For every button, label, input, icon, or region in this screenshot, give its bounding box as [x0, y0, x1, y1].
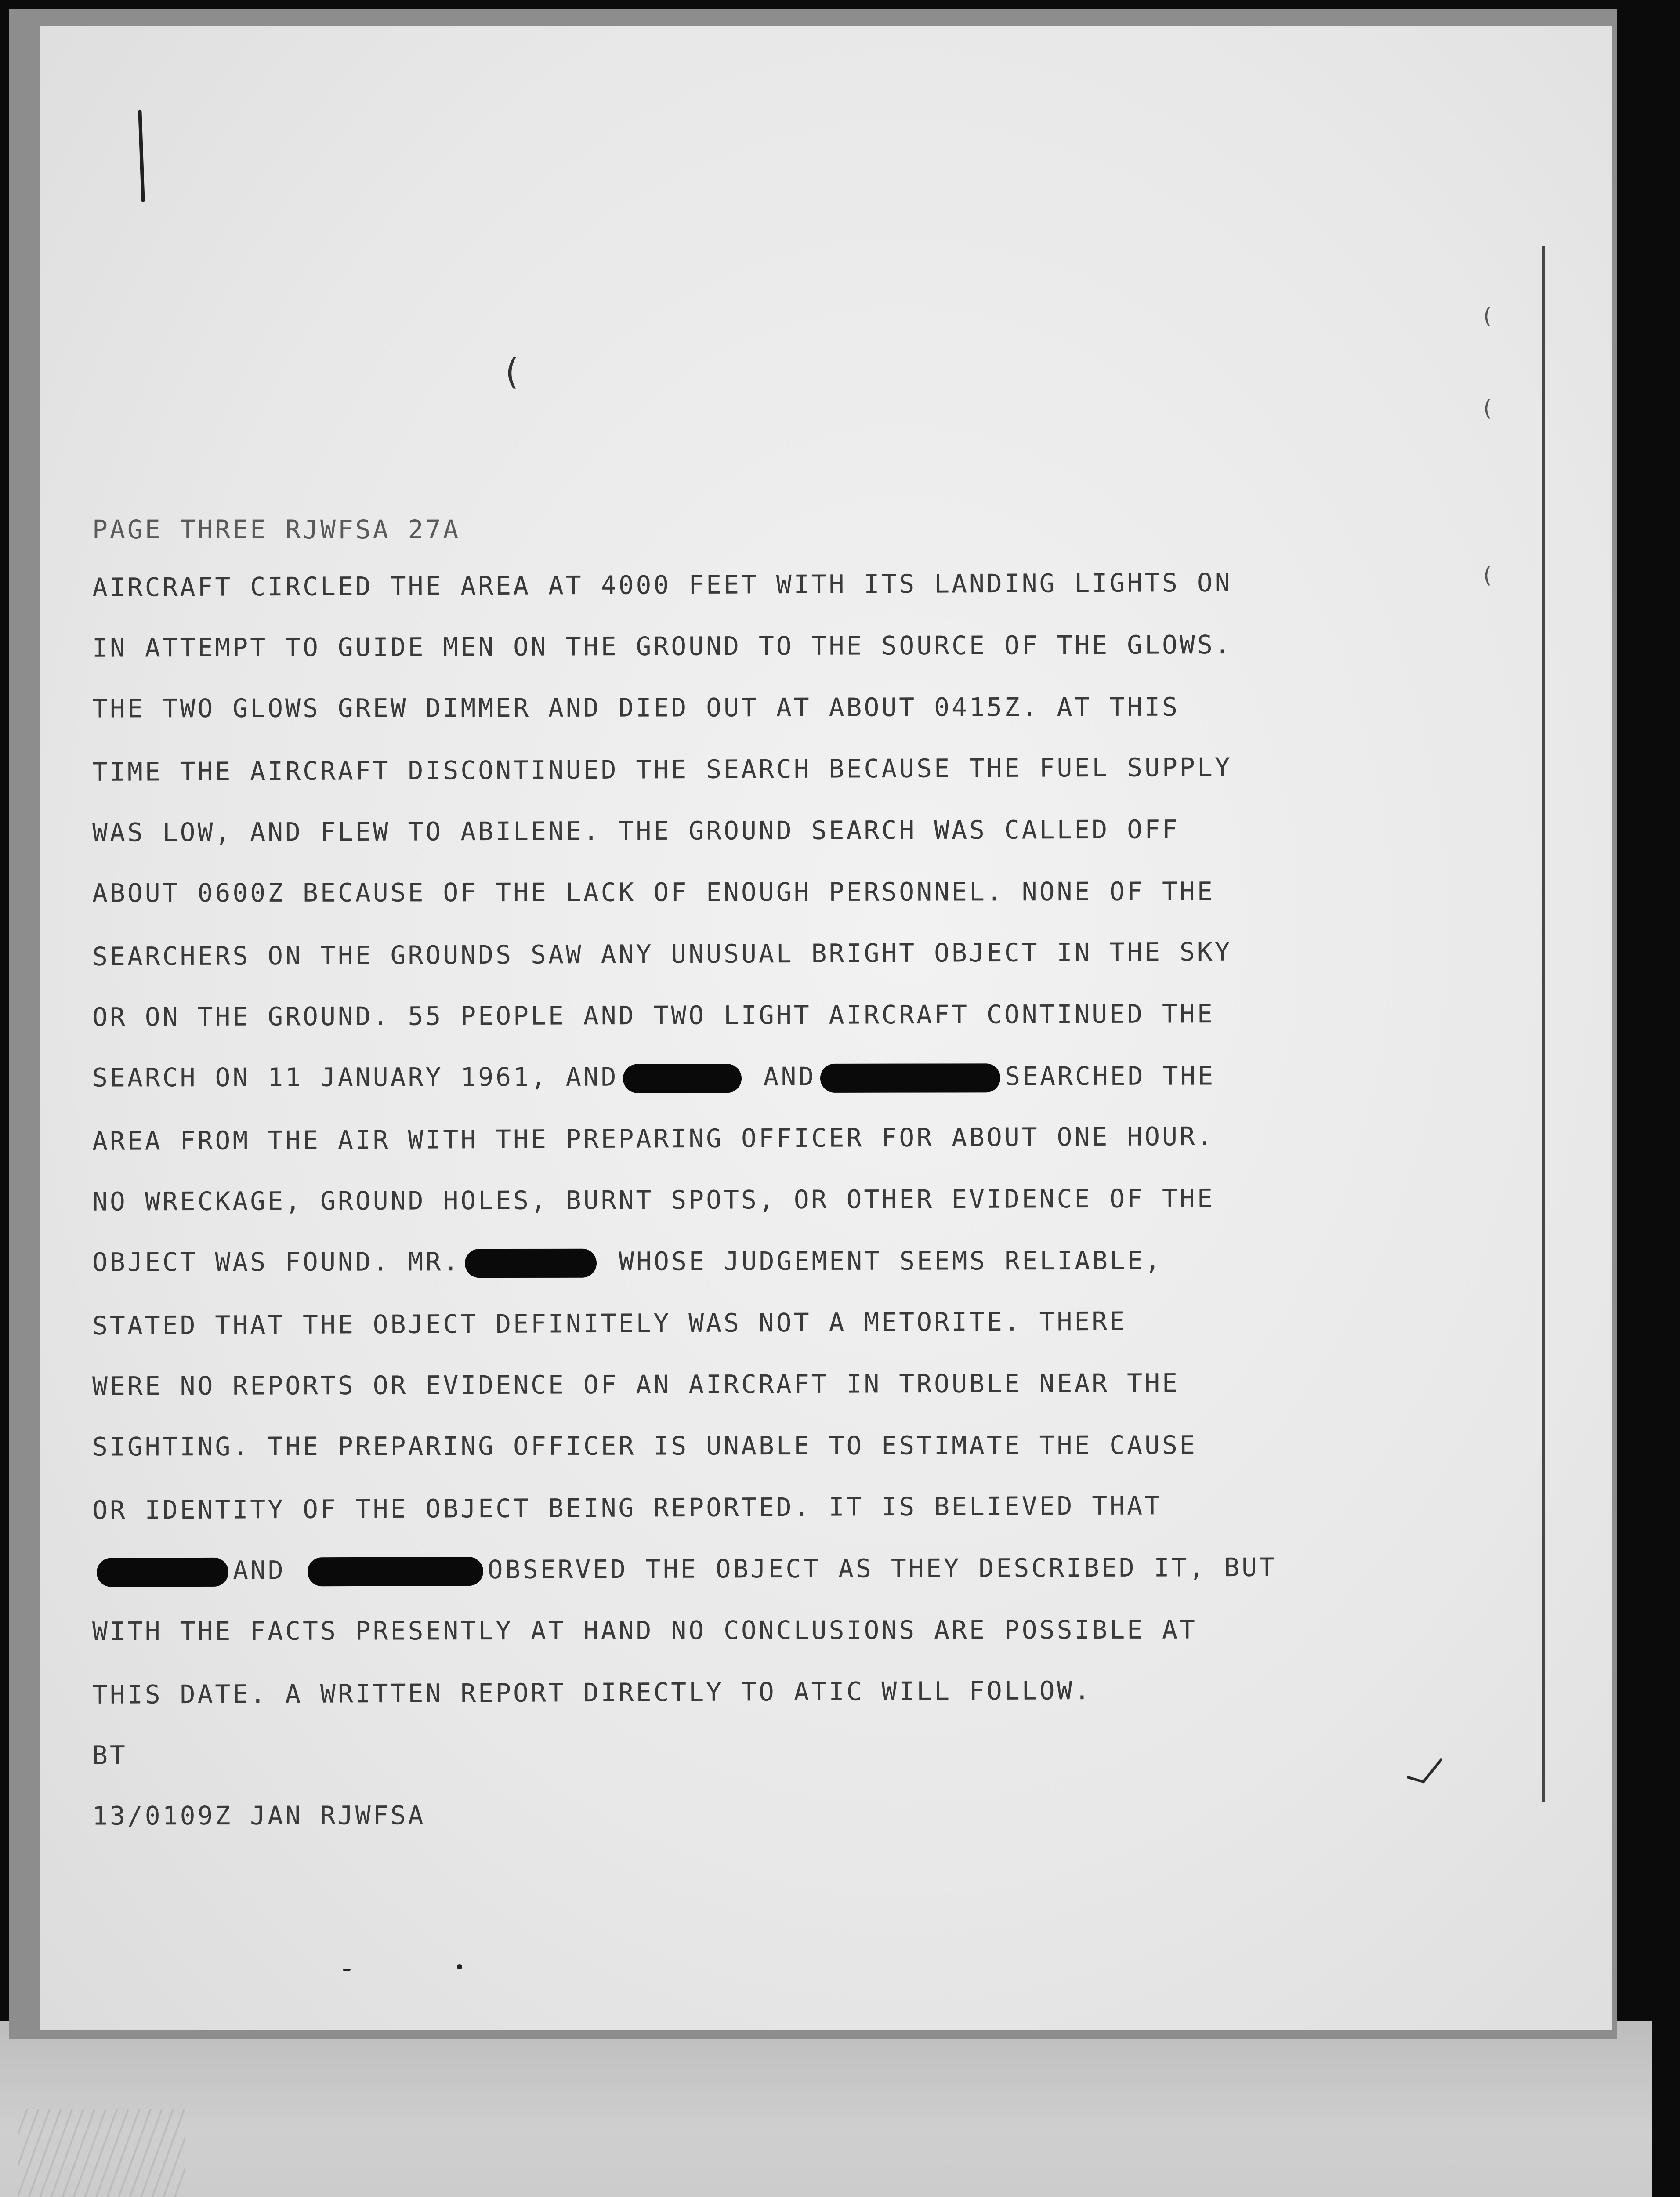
message-line	[92, 1658, 1499, 1726]
line-text: OBSERVED THE OBJECT AS THEY DESCRIBED IT, BUT	[487, 1552, 1277, 1585]
checkmark-icon	[1406, 1758, 1445, 1797]
stray-paren-mark: (	[501, 352, 522, 392]
message-line	[92, 613, 1498, 678]
line-text: THE TWO GLOWS GREW DIMMER AND DIED OUT AT ABOUT 0415Z. AT THIS	[92, 692, 1180, 724]
page-header: PAGE THREE RJWFSA 27A	[92, 515, 461, 544]
line-text: STATED THAT THE OBJECT DEFINITELY WAS NOT A METORITE. THERE	[92, 1306, 1127, 1341]
edge-tick-mark: (	[1481, 395, 1494, 421]
backing-streaks	[18, 2109, 185, 2197]
line-text: ABOUT 0600Z BECAUSE OF THE LACK OF ENOUGH PERSONNEL. NONE OF THE	[92, 876, 1215, 908]
line-text: WHOSE JUDGEMENT SEEMS RELIABLE,	[601, 1245, 1162, 1276]
message-line	[92, 1044, 1498, 1108]
message-line	[92, 860, 1498, 924]
line-text: AIRCRAFT CIRCLED THE AREA AT 4000 FEET WITH ITS LANDING LIGHTS ON	[92, 567, 1232, 602]
line-text: OBJECT WAS FOUND. MR.	[92, 1247, 461, 1277]
scanner-backing	[0, 2021, 1652, 2197]
line-text: NO WRECKAGE, GROUND HOLES, BURNT SPOTS, OR OTHER EVIDENCE OF THE	[92, 1183, 1215, 1217]
message-line	[92, 1167, 1498, 1232]
line-text: WAS LOW, AND FLEW TO ABILENE. THE GROUND SEARCH WAS CALLED OFF	[92, 814, 1180, 848]
message-line	[92, 982, 1498, 1048]
message-line	[92, 551, 1499, 618]
speck-mark	[457, 1964, 462, 1969]
line-text: OR IDENTITY OF THE OBJECT BEING REPORTED. IT IS BELIEVED THAT	[92, 1490, 1162, 1525]
message-line	[92, 1289, 1499, 1356]
message-body	[92, 554, 1498, 1845]
line-text: THIS DATE. A WRITTEN REPORT DIRECTLY TO ATIC WILL FOLLOW.	[92, 1675, 1092, 1710]
line-text: IN ATTEMPT TO GUIDE MEN ON THE GROUND TO THE SOURCE OF THE GLOWS.	[92, 630, 1232, 663]
redaction-bar	[623, 1064, 742, 1093]
line-text: AND	[746, 1061, 816, 1092]
line-text: OR ON THE GROUND. 55 PEOPLE AND TWO LIGHT AIRCRAFT CONTINUED THE	[92, 999, 1215, 1032]
redaction-bar	[820, 1063, 1000, 1093]
margin-line	[1542, 246, 1545, 1802]
line-text: 13/0109Z JAN RJWFSA	[92, 1800, 426, 1831]
line-text: SEARCHED THE	[1005, 1061, 1216, 1091]
line-text: AND	[232, 1555, 303, 1585]
message-line	[92, 1351, 1498, 1417]
message-line	[92, 1783, 1498, 1846]
line-text: TIME THE AIRCRAFT DISCONTINUED THE SEARCH BECAUSE THE FUEL SUPPLY	[92, 752, 1232, 787]
speck-mark	[343, 1969, 351, 1971]
redaction-bar	[465, 1249, 597, 1278]
line-text: WERE NO REPORTS OR EVIDENCE OF AN AIRCRAFT IN TROUBLE NEAR THE	[92, 1368, 1180, 1401]
redaction-bar	[308, 1557, 483, 1586]
teletype-message	[92, 505, 1498, 1845]
message-line	[92, 675, 1498, 739]
message-line	[92, 1720, 1498, 1786]
line-text: BT	[92, 1740, 127, 1770]
message-line	[92, 1414, 1498, 1477]
message-line	[92, 1598, 1498, 1662]
message-line	[92, 798, 1498, 863]
message-line	[92, 1229, 1498, 1293]
edge-tick-mark: (	[1481, 303, 1494, 329]
message-line	[92, 1536, 1498, 1601]
line-text: WITH THE FACTS PRESENTLY AT HAND NO CONCLUSIONS ARE POSSIBLE AT	[92, 1614, 1197, 1646]
line-text: SEARCHERS ON THE GROUNDS SAW ANY UNUSUAL BRIGHT OBJECT IN THE SKY	[92, 936, 1232, 972]
message-line	[92, 1104, 1499, 1172]
line-text: SIGHTING. THE PREPARING OFFICER IS UNABLE TO ESTIMATE THE CAUSE	[92, 1430, 1197, 1462]
message-line	[92, 1473, 1499, 1541]
redaction-bar	[97, 1558, 228, 1587]
message-line	[92, 735, 1499, 803]
edge-tick-mark: (	[1481, 562, 1494, 588]
line-text: SEARCH ON 11 JANUARY 1961, AND	[92, 1062, 619, 1093]
message-line	[92, 920, 1499, 987]
line-text: AREA FROM THE AIR WITH THE PREPARING OFFICER FOR ABOUT ONE HOUR.	[92, 1121, 1215, 1156]
